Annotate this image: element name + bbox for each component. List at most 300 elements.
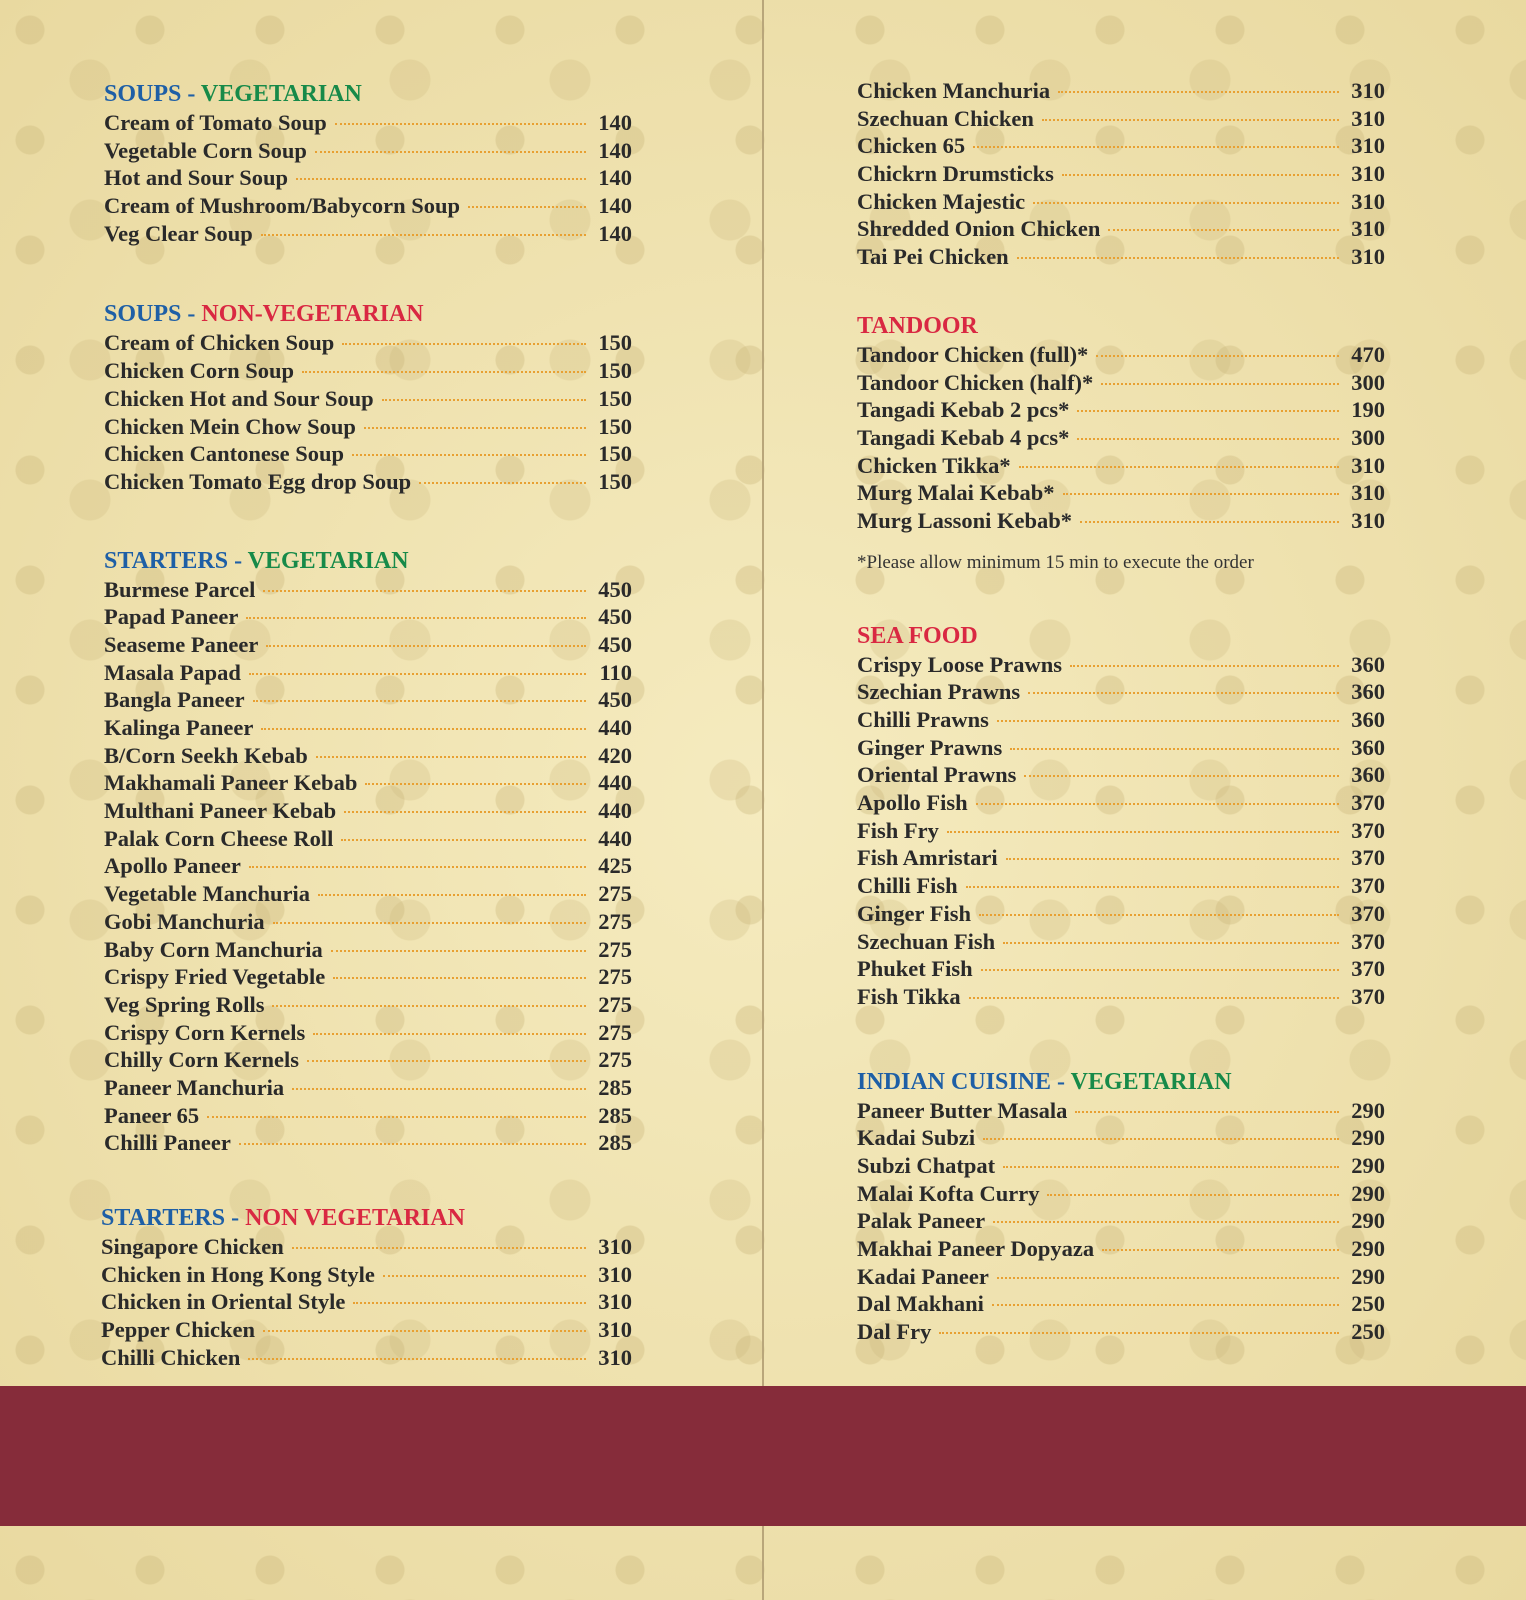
menu-item-name: Palak Corn Cheese Roll — [104, 825, 334, 851]
dot-leader — [249, 866, 586, 868]
menu-item-price: 450 — [598, 687, 632, 713]
menu-item-price: 190 — [1351, 397, 1385, 423]
menu-item — [857, 1291, 1385, 1319]
menu-item-price: 310 — [1351, 244, 1385, 270]
dot-leader — [1010, 748, 1339, 750]
menu-item — [104, 138, 632, 166]
dot-leader — [249, 673, 586, 675]
dot-leader — [1017, 257, 1339, 259]
dot-leader — [333, 977, 586, 979]
menu-item-price: 440 — [598, 798, 632, 824]
menu-item — [857, 956, 1385, 984]
heading-part-a: STARTERS — [101, 1205, 226, 1231]
section-starters-veg — [104, 545, 632, 1158]
menu-item-name: Szechuan Chicken — [857, 105, 1034, 131]
menu-item — [857, 370, 1385, 398]
menu-item-name: Paneer Manchuria — [104, 1074, 285, 1100]
dot-leader — [1024, 775, 1339, 777]
menu-right-column — [857, 78, 1385, 1397]
menu-item — [857, 453, 1385, 481]
dot-leader — [352, 454, 586, 456]
menu-item-price: 310 — [1351, 507, 1385, 533]
menu-item-price: 150 — [598, 358, 632, 384]
menu-item-price: 310 — [598, 1317, 632, 1343]
dot-leader — [272, 1005, 586, 1007]
dot-leader — [966, 886, 1339, 888]
dot-leader — [263, 590, 586, 592]
menu-item-price: 360 — [1351, 762, 1385, 788]
menu-item-name: Gobi Manchuria — [104, 908, 265, 934]
section-nonveg-starters-continued — [857, 78, 1385, 272]
menu-item — [857, 845, 1385, 873]
menu-item-name: Murg Malai Kebab* — [857, 480, 1055, 506]
dot-leader — [383, 1275, 586, 1277]
menu-item — [104, 414, 632, 442]
menu-item — [857, 161, 1385, 189]
menu-item-name: Masala Papad — [104, 659, 241, 685]
menu-item-name: Chicken in Hong Kong Style — [101, 1261, 375, 1287]
dot-leader — [292, 1247, 586, 1249]
menu-item — [857, 679, 1385, 707]
menu-item-price: 360 — [1351, 651, 1385, 677]
menu-item — [857, 106, 1385, 134]
dot-leader — [1070, 665, 1339, 667]
menu-item — [101, 1317, 632, 1345]
menu-item-name: Chilli Paneer — [104, 1130, 231, 1156]
menu-item-name: Chicken 65 — [857, 133, 966, 159]
menu-item-price: 140 — [598, 165, 632, 191]
menu-item-name: Cream of Tomato Soup — [104, 110, 327, 135]
menu-item — [104, 165, 632, 193]
dot-leader — [1033, 202, 1339, 204]
menu-item-price: 150 — [598, 330, 632, 356]
menu-item-name: Murg Lassoni Kebab* — [857, 507, 1073, 533]
menu-item-name: Kadai Subzi — [857, 1125, 976, 1151]
menu-item-price: 290 — [1351, 1097, 1385, 1123]
menu-item — [857, 397, 1385, 425]
dot-leader — [1003, 1166, 1339, 1168]
menu-item-name: Chicken Mein Chow Soup — [104, 413, 356, 439]
menu-item — [857, 216, 1385, 244]
menu-item-price: 310 — [598, 1289, 632, 1315]
menu-item-price: 310 — [1351, 188, 1385, 214]
menu-item — [104, 330, 632, 358]
heading-part-a: SOUPS — [104, 81, 182, 107]
menu-item-name: Apollo Fish — [857, 790, 968, 816]
menu-item — [104, 193, 632, 221]
dot-leader — [1062, 174, 1339, 176]
menu-item-price: 275 — [598, 1019, 632, 1045]
dot-leader — [1003, 942, 1339, 944]
menu-item-name: Vegetable Manchuria — [104, 881, 311, 907]
menu-item-price: 140 — [598, 110, 632, 135]
dot-leader — [981, 969, 1339, 971]
menu-item-price: 370 — [1351, 900, 1385, 926]
dot-leader — [1101, 383, 1339, 385]
menu-item — [104, 1103, 632, 1131]
dot-leader — [973, 146, 1339, 148]
menu-item-price: 370 — [1351, 873, 1385, 899]
dot-leader — [253, 700, 586, 702]
dot-leader — [1028, 692, 1339, 694]
menu-item-name: Tandoor Chicken (full)* — [857, 341, 1089, 367]
menu-item — [104, 853, 632, 881]
menu-item-price: 310 — [1351, 216, 1385, 242]
menu-item-price: 290 — [1351, 1152, 1385, 1178]
dot-leader — [316, 756, 586, 758]
menu-item-name: Palak Paneer — [857, 1208, 986, 1234]
menu-item-name: Chilli Fish — [857, 873, 958, 899]
menu-item-price: 285 — [598, 1102, 632, 1128]
menu-item — [857, 1236, 1385, 1264]
section-tandoor — [857, 310, 1385, 578]
heading-separator: - — [228, 547, 248, 574]
menu-item-price: 370 — [1351, 928, 1385, 954]
menu-item — [857, 1208, 1385, 1236]
dot-leader — [365, 783, 586, 785]
menu-item-name: Chicken Tikka* — [857, 452, 1011, 478]
menu-item — [857, 873, 1385, 901]
menu-item — [857, 1319, 1385, 1347]
menu-item-name: Cream of Mushroom/Babycorn Soup — [104, 193, 461, 219]
heading-part-a: INDIAN CUISINE — [857, 1068, 1052, 1095]
dot-leader — [419, 482, 586, 484]
menu-item — [104, 826, 632, 854]
section-heading: TANDOOR — [857, 312, 978, 339]
menu-item — [857, 790, 1385, 818]
dot-leader — [239, 1143, 586, 1145]
menu-item-name: Fish Amristari — [857, 845, 998, 871]
heading-part-b: VEGETARIAN — [247, 547, 409, 574]
menu-item-price: 440 — [598, 770, 632, 796]
menu-item-price: 370 — [1351, 983, 1385, 1009]
heading-part-b: NON-VEGETARIAN — [201, 301, 424, 328]
heading-separator: - — [181, 301, 202, 328]
section-heading — [104, 78, 632, 110]
menu-item-price: 150 — [598, 413, 632, 439]
menu-item-price: 290 — [1351, 1180, 1385, 1206]
menu-item-name: Singapore Chicken — [101, 1234, 284, 1259]
menu-item — [104, 992, 632, 1020]
menu-item — [857, 480, 1385, 508]
menu-item-name: Burmese Parcel — [104, 576, 256, 602]
dot-leader — [1077, 438, 1339, 440]
menu-item — [104, 386, 632, 414]
dot-leader — [302, 371, 586, 373]
menu-item-price: 275 — [598, 936, 632, 962]
menu-item-name: Shredded Onion Chicken — [857, 216, 1101, 242]
menu-item-name: Crispy Corn Kernels — [104, 1019, 306, 1045]
dot-leader — [1047, 1194, 1339, 1196]
menu-item-price: 310 — [598, 1344, 632, 1370]
menu-item-name: Veg Clear Soup — [104, 220, 253, 246]
menu-item — [857, 1098, 1385, 1126]
menu-item — [104, 881, 632, 909]
menu-item — [857, 78, 1385, 106]
dot-leader — [263, 1330, 586, 1332]
menu-item-name: Kadai Paneer — [857, 1263, 989, 1289]
menu-item — [857, 901, 1385, 929]
section-soups-nonveg — [104, 298, 632, 496]
menu-item-name: Multhani Paneer Kebab — [104, 798, 337, 824]
menu-item-name: Vegetable Corn Soup — [104, 137, 307, 163]
menu-item-name: Oriental Prawns — [857, 762, 1017, 788]
section-starters-nonveg — [101, 1202, 632, 1372]
dot-leader — [1058, 91, 1339, 93]
dot-leader — [335, 123, 586, 125]
menu-item-name: Fish Tikka — [857, 983, 961, 1009]
menu-item — [104, 1020, 632, 1048]
menu-item-price: 275 — [598, 908, 632, 934]
section-soups-veg — [104, 78, 632, 248]
menu-item — [104, 770, 632, 798]
menu-item — [857, 652, 1385, 680]
menu-item — [104, 743, 632, 771]
menu-item — [857, 508, 1385, 536]
menu-item-price: 140 — [598, 193, 632, 219]
menu-item-price: 275 — [598, 991, 632, 1017]
menu-item-price: 310 — [1351, 480, 1385, 506]
dot-leader — [997, 720, 1339, 722]
menu-item-price: 360 — [1351, 679, 1385, 705]
menu-item-price: 250 — [1351, 1291, 1385, 1317]
dot-leader — [313, 1033, 586, 1035]
dot-leader — [207, 1116, 586, 1118]
menu-item-price: 370 — [1351, 845, 1385, 871]
menu-item-price: 140 — [598, 137, 632, 163]
heading-separator: - — [1051, 1068, 1071, 1095]
dot-leader — [1019, 466, 1339, 468]
dot-leader — [315, 151, 586, 153]
menu-item-name: Bangla Paneer — [104, 687, 245, 713]
menu-item-price: 310 — [598, 1261, 632, 1287]
heading-part-a: STARTERS — [104, 547, 229, 574]
dot-leader — [947, 831, 1339, 833]
dot-leader — [969, 997, 1339, 999]
menu-item-price: 370 — [1351, 790, 1385, 816]
menu-item — [104, 715, 632, 743]
menu-item-name: Ginger Prawns — [857, 734, 1003, 760]
menu-item — [857, 425, 1385, 453]
menu-item-price: 360 — [1351, 707, 1385, 732]
menu-item — [104, 1047, 632, 1075]
dot-leader — [318, 894, 586, 896]
section-heading — [104, 545, 632, 577]
menu-item-name: Baby Corn Manchuria — [104, 936, 323, 962]
menu-item-price: 440 — [598, 715, 632, 740]
menu-item — [104, 110, 632, 138]
dot-leader — [246, 617, 586, 619]
menu-item — [104, 604, 632, 632]
menu-item — [104, 358, 632, 386]
dot-leader — [273, 922, 586, 924]
dot-leader — [1077, 410, 1339, 412]
menu-item — [101, 1289, 632, 1317]
menu-item-price: 440 — [598, 825, 632, 851]
menu-item — [104, 469, 632, 497]
menu-item-name: Crispy Loose Prawns — [857, 651, 1063, 677]
menu-item — [857, 342, 1385, 370]
menu-item — [104, 1130, 632, 1158]
menu-item-price: 425 — [598, 853, 632, 879]
menu-item-name: Chicken Corn Soup — [104, 358, 295, 384]
page-fold-divider — [762, 0, 764, 1600]
menu-item-name: Chicken in Oriental Style — [101, 1289, 346, 1315]
section-heading — [101, 1202, 632, 1234]
dot-leader — [983, 1138, 1339, 1140]
menu-item-name: Fish Fry — [857, 817, 939, 843]
menu-item — [857, 818, 1385, 846]
menu-item-name: Apollo Paneer — [104, 853, 241, 879]
menu-item-price: 310 — [598, 1234, 632, 1259]
menu-item-name: Veg Spring Rolls — [104, 991, 265, 1017]
menu-item — [104, 441, 632, 469]
dot-leader — [342, 343, 586, 345]
dot-leader — [1102, 1249, 1339, 1251]
menu-item — [857, 1181, 1385, 1209]
heading-separator: - — [181, 81, 201, 107]
menu-item-name: Pepper Chicken — [101, 1317, 255, 1343]
menu-item-name: Tandoor Chicken (half)* — [857, 369, 1094, 395]
menu-item — [104, 1075, 632, 1103]
dot-leader — [976, 803, 1339, 805]
menu-item-price: 370 — [1351, 817, 1385, 843]
menu-item-name: Dal Fry — [857, 1319, 932, 1345]
menu-item — [857, 984, 1385, 1012]
menu-item — [101, 1262, 632, 1290]
dot-leader — [1075, 1111, 1339, 1113]
menu-item — [104, 909, 632, 937]
menu-item-price: 275 — [598, 881, 632, 907]
menu-item — [857, 1264, 1385, 1292]
tandoor-note: *Please allow minimum 15 min to execute the order — [857, 551, 1254, 573]
menu-item-price: 300 — [1351, 369, 1385, 395]
menu-item-price: 310 — [1351, 452, 1385, 478]
menu-item-name: Szechuan Fish — [857, 928, 996, 954]
dot-leader — [1006, 858, 1339, 860]
dot-leader — [292, 1088, 586, 1090]
menu-item — [104, 687, 632, 715]
dot-leader — [468, 206, 586, 208]
menu-item-price: 110 — [599, 659, 632, 685]
heading-part-b: VEGETARIAN — [1070, 1068, 1232, 1095]
menu-item-name: Kalinga Paneer — [104, 715, 254, 740]
menu-item-price: 250 — [1351, 1319, 1385, 1345]
menu-item-name: Chicken Cantonese Soup — [104, 441, 345, 467]
dot-leader — [939, 1332, 1339, 1334]
dot-leader — [992, 1304, 1339, 1306]
menu-item — [857, 133, 1385, 161]
menu-item — [857, 1125, 1385, 1153]
menu-item-price: 140 — [598, 220, 632, 246]
menu-item-name: Paneer Butter Masala — [857, 1097, 1068, 1123]
dot-leader — [997, 1277, 1339, 1279]
menu-item — [104, 577, 632, 605]
menu-item-name: Ginger Fish — [857, 900, 971, 926]
menu-item-price: 290 — [1351, 1263, 1385, 1289]
dot-leader — [296, 178, 586, 180]
dot-leader — [248, 1358, 586, 1360]
dot-leader — [344, 811, 586, 813]
menu-item — [104, 221, 632, 249]
menu-item-name: Cream of Chicken Soup — [104, 330, 335, 356]
dot-leader — [382, 399, 586, 401]
menu-item-price: 310 — [1351, 105, 1385, 131]
dot-leader — [1096, 355, 1339, 357]
menu-item-price: 290 — [1351, 1208, 1385, 1234]
menu-item-price: 470 — [1351, 341, 1385, 367]
menu-item-name: Papad Paneer — [104, 604, 239, 630]
menu-item-price: 450 — [598, 576, 632, 602]
dot-leader — [993, 1221, 1339, 1223]
dot-leader — [307, 1060, 586, 1062]
menu-item-name: Chickrn Drumsticks — [857, 161, 1054, 187]
menu-item-price: 360 — [1351, 734, 1385, 760]
menu-item-name: Subzi Chatpat — [857, 1152, 996, 1178]
menu-item-name: Chilly Corn Kernels — [104, 1047, 299, 1073]
menu-item-price: 285 — [598, 1074, 632, 1100]
menu-item-price: 300 — [1351, 424, 1385, 450]
menu-item-price: 370 — [1351, 956, 1385, 982]
heading-part-b: NON VEGETARIAN — [245, 1205, 465, 1231]
dot-leader — [1063, 493, 1340, 495]
menu-item-price: 290 — [1351, 1236, 1385, 1261]
section-heading: SEA FOOD — [857, 622, 978, 649]
menu-item-price: 150 — [598, 385, 632, 411]
menu-item-name: Tangadi Kebab 4 pcs* — [857, 424, 1070, 450]
menu-item-price: 420 — [598, 742, 632, 768]
menu-item — [104, 964, 632, 992]
menu-item-name: Malai Kofta Curry — [857, 1180, 1040, 1206]
section-heading — [104, 298, 632, 330]
menu-item-price: 450 — [598, 631, 632, 657]
menu-left-column — [101, 78, 632, 1422]
heading-part-b: VEGETARIAN — [200, 81, 362, 107]
menu-item-name: Makhamali Paneer Kebab — [104, 770, 358, 796]
dot-leader — [261, 728, 586, 730]
heading-part-a: SOUPS — [104, 301, 182, 328]
menu-item-name: Chilli Chicken — [101, 1344, 241, 1370]
menu-item-name: Dal Makhani — [857, 1291, 984, 1317]
dot-leader — [341, 839, 586, 841]
menu-item-name: Tangadi Kebab 2 pcs* — [857, 397, 1070, 423]
menu-item-name: Chicken Tomato Egg drop Soup — [104, 468, 412, 494]
menu-item-name: Tai Pei Chicken — [857, 244, 1009, 270]
dot-leader — [1108, 229, 1339, 231]
menu-item-price: 150 — [598, 468, 632, 494]
menu-item-name: B/Corn Seekh Kebab — [104, 742, 308, 768]
menu-item-name: Chicken Hot and Sour Soup — [104, 385, 374, 411]
menu-item-price: 310 — [1351, 78, 1385, 103]
menu-item-price: 310 — [1351, 161, 1385, 187]
menu-item — [101, 1345, 632, 1373]
menu-item-name: Phuket Fish — [857, 956, 973, 982]
menu-item-price: 275 — [598, 964, 632, 990]
dot-leader — [1080, 521, 1339, 523]
menu-item-name: Chicken Manchuria — [857, 78, 1051, 103]
menu-item — [857, 189, 1385, 217]
menu-item — [857, 762, 1385, 790]
dot-leader — [353, 1302, 586, 1304]
heading-separator: - — [225, 1205, 246, 1231]
menu-item — [101, 1234, 632, 1262]
menu-item-price: 285 — [598, 1130, 632, 1156]
menu-item-name: Seaseme Paneer — [104, 631, 259, 657]
menu-item-name: Chilli Prawns — [857, 707, 989, 732]
section-heading — [857, 1066, 1385, 1098]
menu-item-name: Hot and Sour Soup — [104, 165, 289, 191]
menu-item — [857, 244, 1385, 272]
